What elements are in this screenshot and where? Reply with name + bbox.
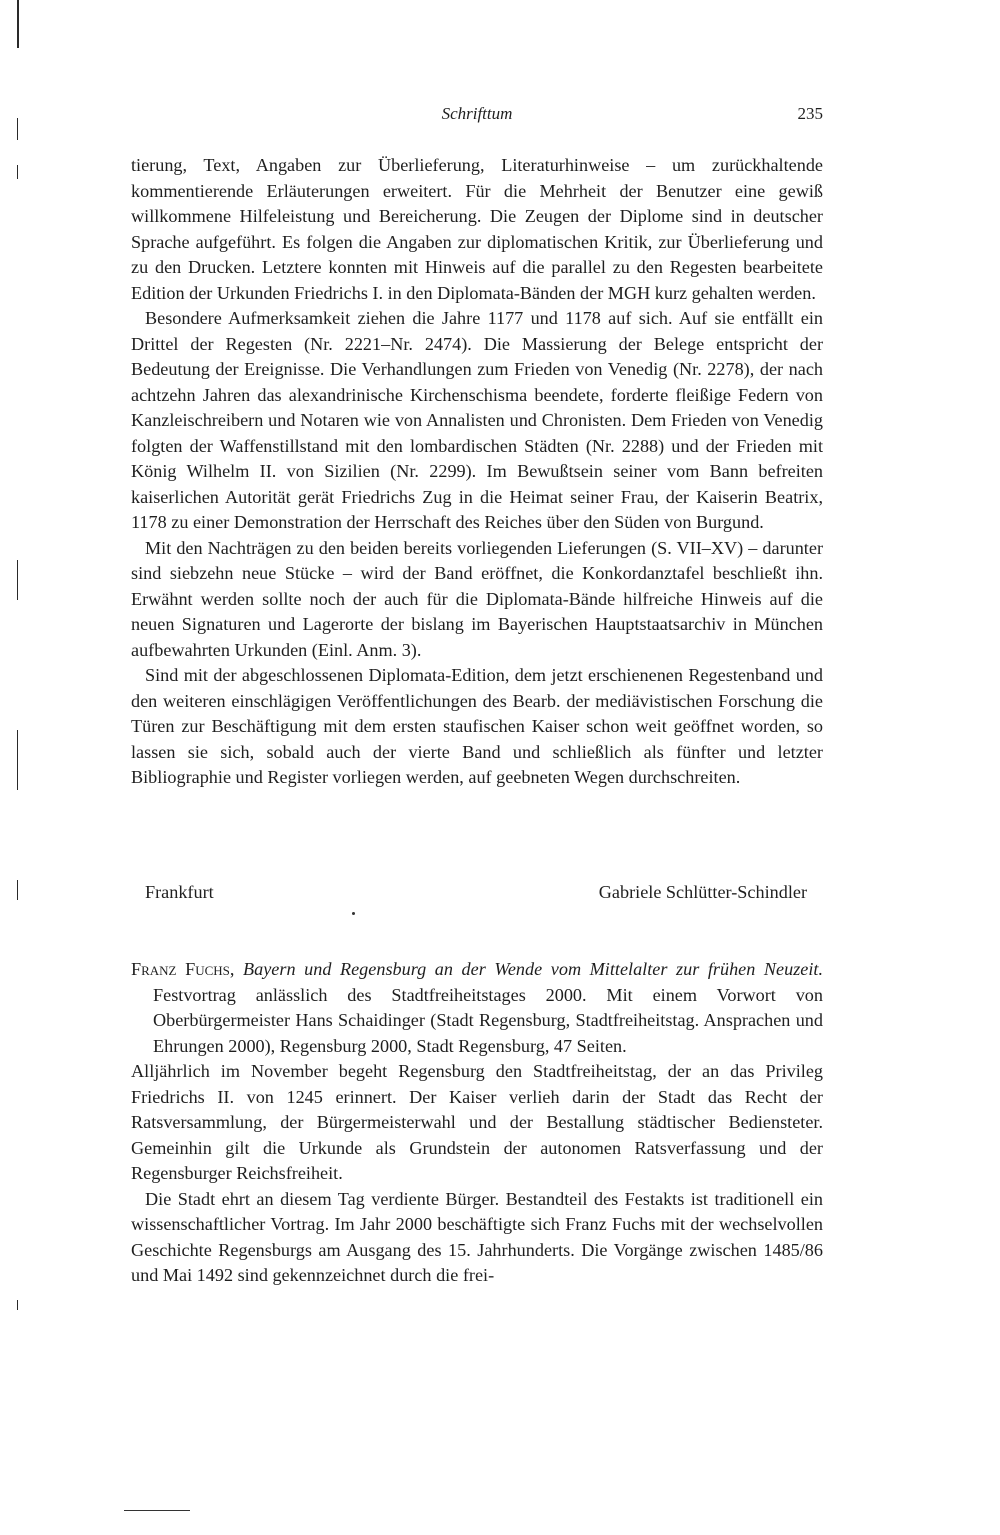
paragraph: Sind mit der abgeschlossenen Diplomata-Edition, dem jetzt erschienenen Regestenband und den weiteren einschlägigen Veröffentlichungen des Bearb. der mediävistischen Forschung die Türen zur Beschäftigung mit dem ersten staufischen Kaiser schon weit geöffnet worden, so lassen sie sich, sobald auch der vierte Band und schließlich als fünfter und letzter Bibliographie und Register vorliegen werden, auf geebneten Wegen durchschreiten. — [131, 665, 823, 787]
bibliographic-details: Festvortrag anlässlich des Stadtfreiheitstages 2000. Mit einem Vorwort von Oberbürgermeister Hans Schaidinger (Stadt Regensburg, Stadtfreiheitstag. Ansprachen und Ehrungen 2000), Regensburg 2000, Stadt Regensburg, 47 Seiten. — [153, 984, 823, 1056]
running-head — [131, 104, 823, 132]
author-separator: , — [229, 959, 244, 979]
scan-edge-mark — [17, 1300, 18, 1310]
scan-edge-mark — [17, 730, 18, 790]
footnote-rule — [124, 1510, 190, 1511]
review-author: Franz Fuchs — [131, 959, 230, 979]
bibliographic-entry — [131, 957, 823, 1059]
scan-edge-mark — [17, 165, 18, 179]
paragraph: tierung, Text, Angaben zur Überlieferung, Literaturhinweise – um zurückhaltende kommentierende Erläuterungen erweitert. Für die Mehrheit der Benutzer eine gewiß willkommene Hilfeleistung und Bereicherung. Die Zeugen der Diplome sind in deutscher Sprache aufgeführt. Es folgen die Angaben zur diplomatischen Kritik, zur Überlieferung und zu den Drucken. Letztere konnten mit Hinweis auf die parallel zu den Regesten bearbeitete Edition der Urkunden Friedrichs I. in den Diplomata-Bänden der MGH kurz gehalten werden. — [131, 155, 823, 303]
signature-name: Gabriele Schlütter-Schindler — [598, 882, 807, 902]
paragraph: Mit den Nachträgen zu den beiden bereits vorliegenden Lieferungen (S. VII–XV) – darunter sind siebzehn neue Stücke – wird der Band eröffnet, die Konkordanztafel beschließt ihn. Erwähnt werden sollte noch der auch für die Diplomata-Bände hilfreiche Hinweis auf die neuen Signaturen und Lagerorte der bislang im Bayerischen Hauptstaatsarchiv in München aufbewahrten Urkunden (Einl. Anm. 3). — [131, 537, 823, 660]
paragraph: Die Stadt ehrt an diesem Tag verdiente Bürger. Bestandteil des Festakts ist traditionell ein wissenschaftlicher Vortrag. Im Jahr 2000 beschäftigte sich Franz Fuchs mit der wechselvollen Geschichte Regensburgs am Ausgang des 15. Jahrhunderts. Die Vorgänge zwischen 1485/86 und Mai 1492 sind gekennzeichnet durch die frei- — [131, 1188, 823, 1285]
paragraph: Alljährlich im November begeht Regensburg den Stadtfreiheitstag, der an das Privileg Friedrichs II. von 1245 erinnert. Der Kaiser verlieh darin der Stadt das Recht der Ratsversammlung, der Bürgermeisterwahl und der Bestallung städtischer Bediensteter. Gemeinhin gilt die Urkunde als Grundstein der autonomen Ratsverfassung und der Regensburger Reichsfreiheit. — [131, 1061, 823, 1183]
scan-edge-mark — [17, 560, 18, 600]
review-entry — [131, 957, 823, 1289]
scan-speck — [352, 912, 355, 915]
scan-edge-mark — [17, 118, 18, 140]
running-title: Schrifttum — [441, 104, 513, 123]
paragraph: Besondere Aufmerksamkeit ziehen die Jahre 1177 und 1178 auf sich. Auf sie entfällt ein Drittel der Regesten (Nr. 2221–Nr. 2474). Die Massierung der Belege entspricht der Bedeutung der Ereignisse. Die Verhandlungen zum Frieden von Venedig (Nr. 2278), der nach achtzehn Jahren das alexandrinische Kirchenschisma beendete, forderte fleißige Federn von Kanzleischreibern und Notaren wie von Annalisten und Chronisten. Dem Frieden von Venedig folgten der Waffenstillstand mit den lombardischen Städten (Nr. 2288) und der Frieden mit König Wilhelm II. von Sizilien (Nr. 2299). Im Bewußtsein seiner vom Bann befreiten kaiserlichen Autorität gerät Friedrichs Zug in die Heimat seiner Frau, der Kaiserin Beatrix, 1178 zu einer Demonstration der Herrschaft des Reiches über den Süden von Burgund. — [131, 308, 823, 532]
scan-edge-mark — [17, 880, 18, 900]
review-work-title: Bayern und Regensburg an der Wende vom Mittelalter zur frühen Neuzeit. — [243, 959, 824, 979]
page-number: 235 — [797, 104, 823, 123]
signature-place: Frankfurt — [145, 882, 214, 902]
scan-edge-mark — [17, 0, 19, 48]
review-continuation — [131, 153, 823, 791]
